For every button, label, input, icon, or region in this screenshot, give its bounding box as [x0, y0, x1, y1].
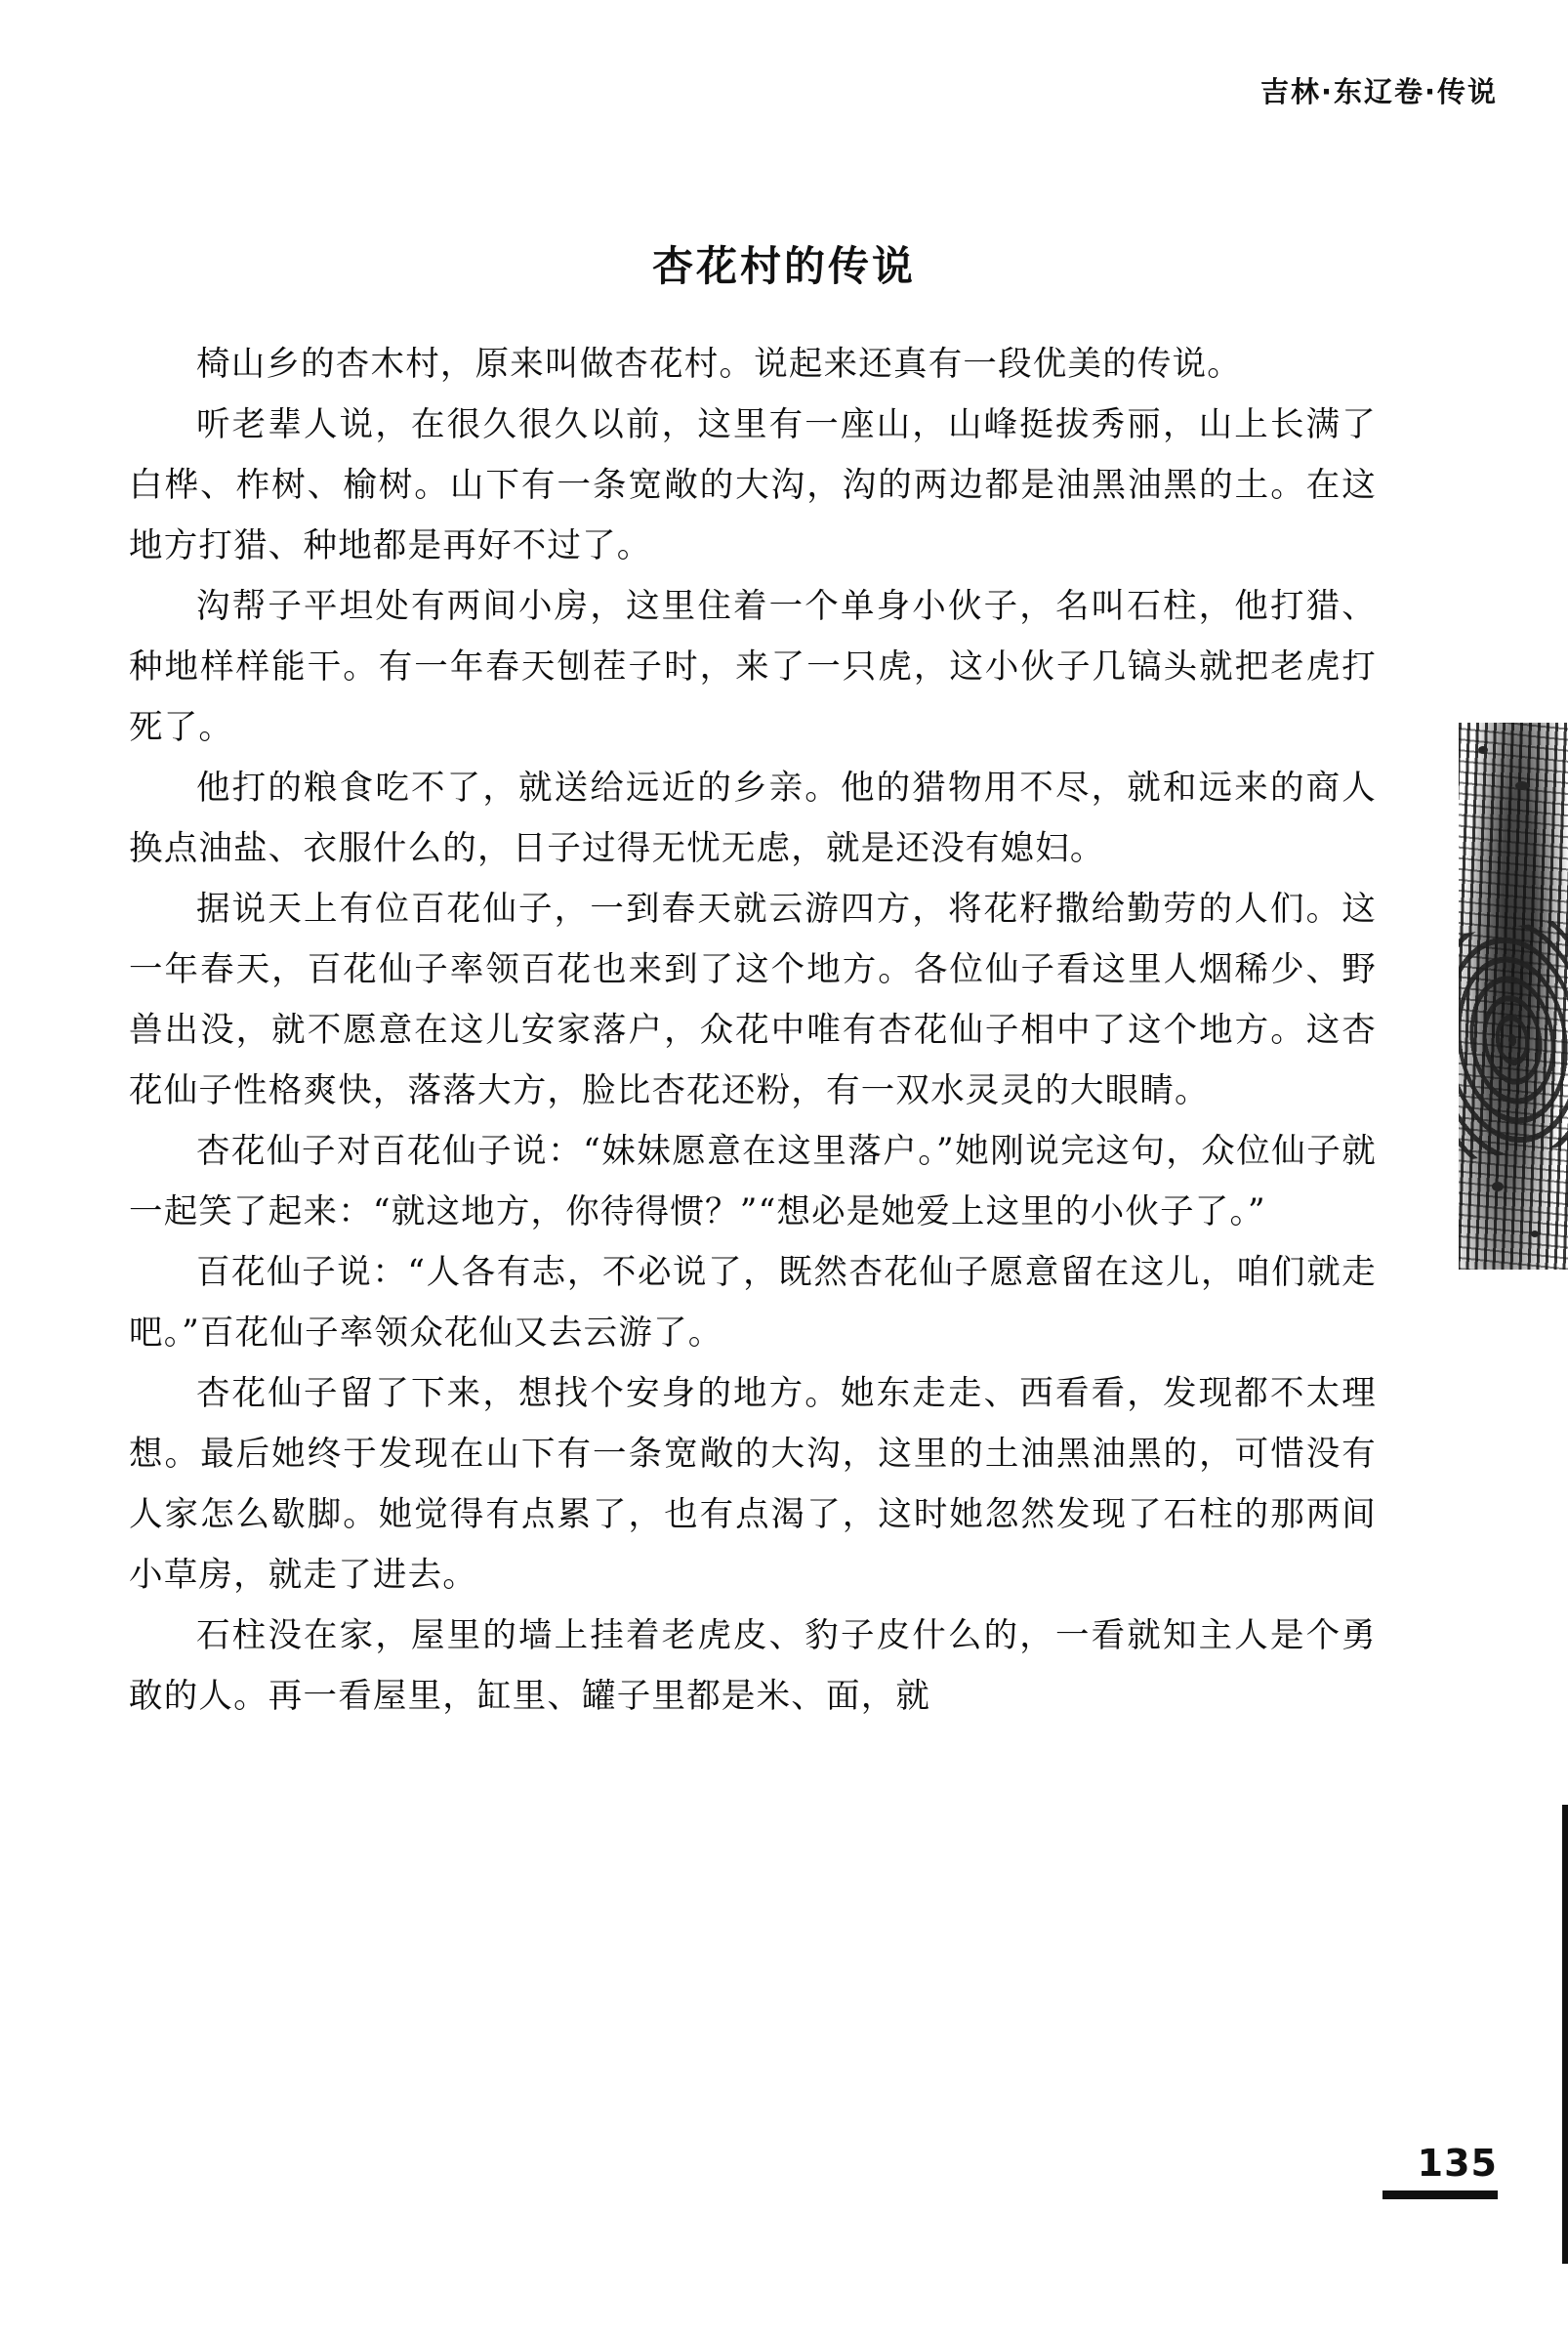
- paragraph: 百花仙子说：“人各有志，不必说了，既然杏花仙子愿意留在这儿，咱们就走吧。”百花仙子率领众花仙又去云游了。: [129, 1253, 1377, 1353]
- ornament-speck: [1531, 1231, 1539, 1237]
- folio-rule: [1382, 2190, 1498, 2199]
- page-footer: [1382, 2142, 1498, 2199]
- page-title: 杏花村的传说: [651, 242, 916, 291]
- paragraph: 石柱没在家，屋里的墙上挂着老虎皮、豹子皮什么的，一看就知主人是个勇敢的人。再一看屋里，缸里、罐子里都是米、面，就: [129, 1616, 1377, 1716]
- ornament-speck: [1478, 746, 1488, 754]
- decorative-ink-ornament: [1459, 723, 1568, 1270]
- ornament-speck: [1492, 1182, 1504, 1191]
- paragraph: 据说天上有位百花仙子，一到春天就云游四方，将花籽撒给勤劳的人们。这一年春天，百花仙子率领百花也来到了这个地方。各位仙子看这里人烟稀少、野兽出没，就不愿意在这儿安家落户，众花中唯有杏花仙子相中了这个地方。这杏花仙子性格爽快，落落大方，脸比杏花还粉，有一双水灵灵的大眼睛。: [129, 890, 1377, 1110]
- paragraph: 杏花仙子留了下来，想找个安身的地方。她东走走、西看看，发现都不太理想。最后她终于发现在山下有一条宽敞的大沟，这里的土油黑油黑的，可惜没有人家怎么歇脚。她觉得有点累了，也有点渴了，这时她忽然发现了石柱的那两间小草房，就走了进去。: [129, 1374, 1377, 1595]
- ornament-speck: [1515, 781, 1529, 790]
- paragraph: 沟帮子平坦处有两间小房，这里住着一个单身小伙子，名叫石柱，他打猎、种地样样能干。有一年春天刨茬子时，来了一只虎，这小伙子几镐头就把老虎打死了。: [129, 587, 1377, 747]
- page-number: 135: [1417, 2142, 1498, 2185]
- paragraph: 听老辈人说，在很久很久以前，这里有一座山，山峰挺拔秀丽，山上长满了白桦、柞树、榆树。山下有一条宽敞的大沟，沟的两边都是油黑油黑的土。在这地方打猎、种地都是再好不过了。: [129, 405, 1377, 565]
- running-head: 吉林·东辽卷·传说: [1259, 75, 1498, 108]
- paragraph: 椅山乡的杏木村，原来叫做杏花村。说起来还真有一段优美的传说。: [196, 345, 1242, 384]
- article-body: [129, 334, 1377, 1727]
- paragraph: 他打的粮食吃不了，就送给远近的乡亲。他的猎物用不尽，就和远来的商人换点油盐、衣服什么的，日子过得无忧无虑，就是还没有媳妇。: [129, 769, 1377, 868]
- page-edge-rule: [1562, 1805, 1568, 2264]
- ornament-rings: [1459, 919, 1568, 1162]
- paragraph: 杏花仙子对百花仙子说：“妹妹愿意在这里落户。”她刚说完这句，众位仙子就一起笑了起来：“就这地方，你待得惯？”“想必是她爱上这里的小伙子了。”: [129, 1132, 1377, 1231]
